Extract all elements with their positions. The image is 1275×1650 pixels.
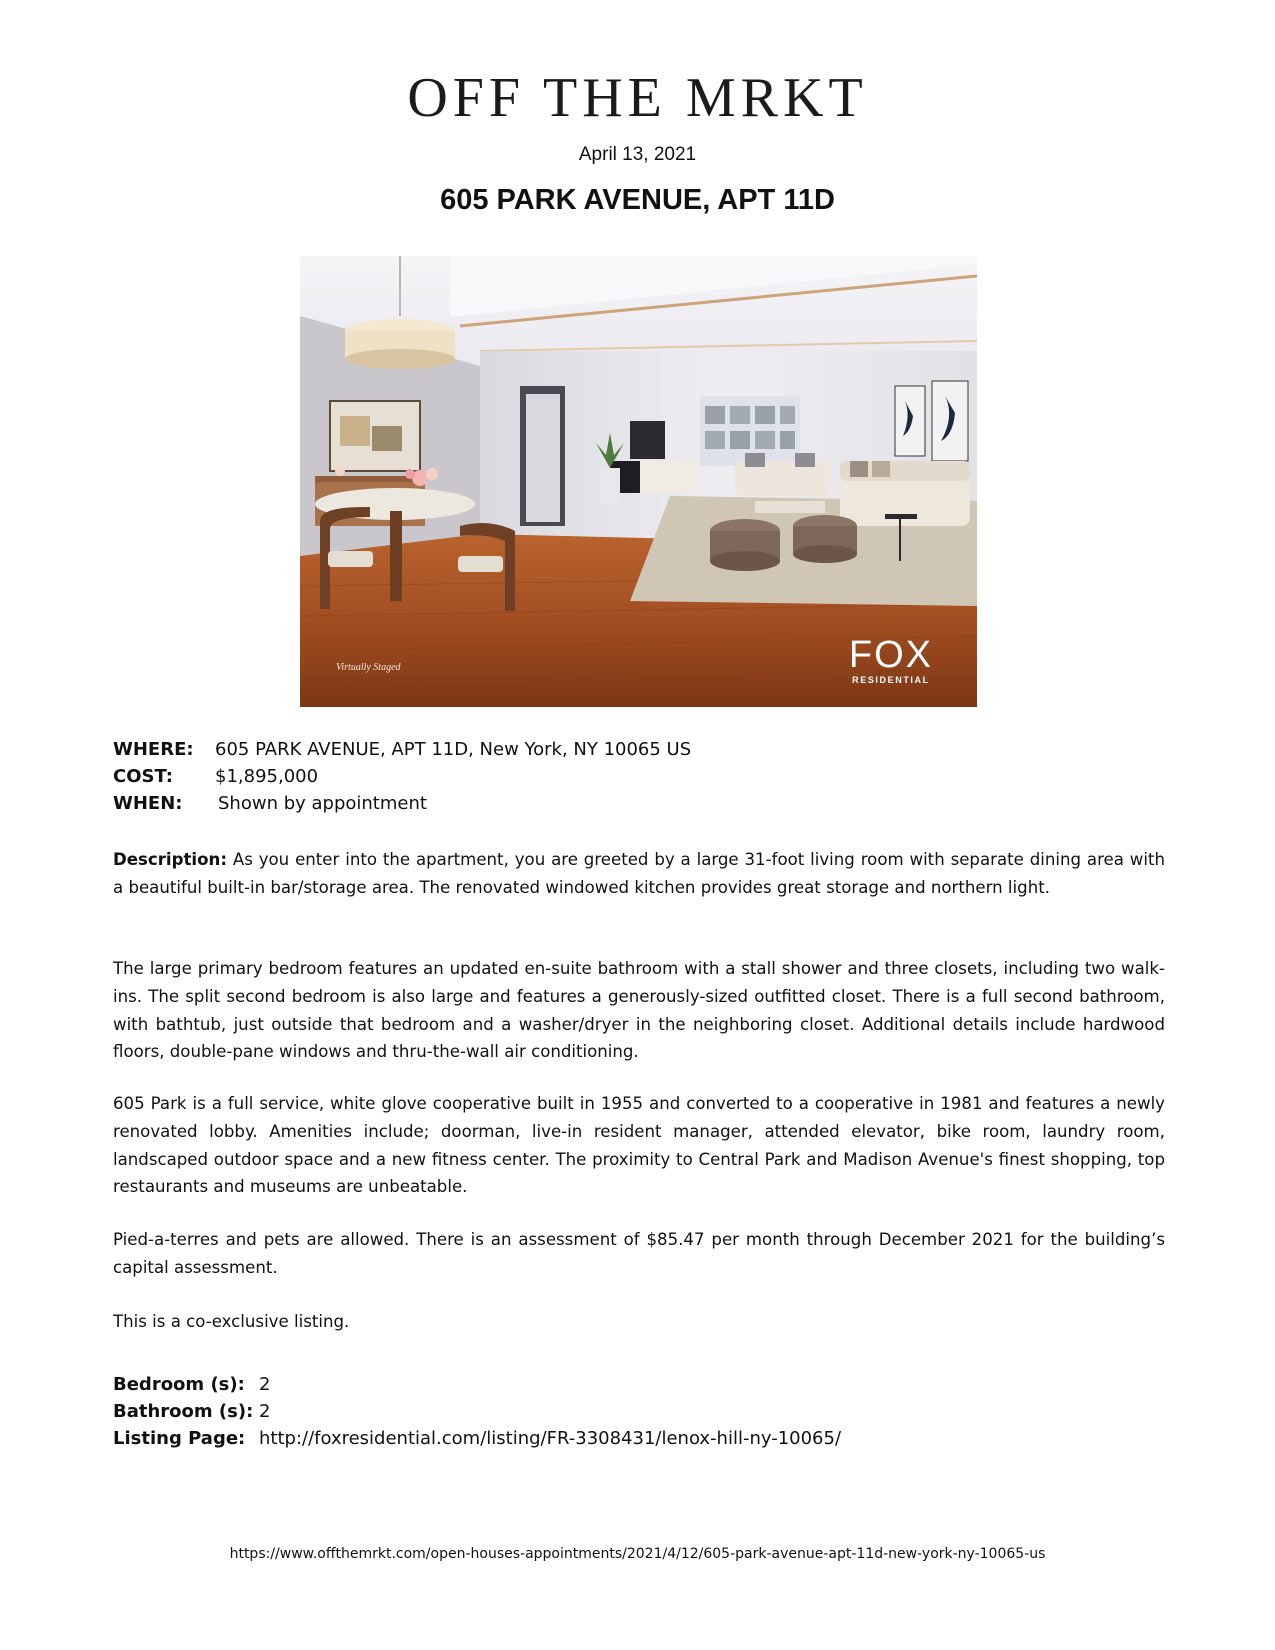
cost-label: COST:	[113, 766, 173, 787]
listing-specs	[113, 1371, 841, 1452]
when-value: Shown by appointment	[218, 793, 427, 814]
description-paragraph-3: 605 Park is a full service, white glove cooperative built in 1955 and converted to a cooperative in 1981 and features a newly renovated lobby. Amenities include; doorman, live-in resident manager, attended elevator, bike room, laundry room, landscaped outdoor space and a new fitness center. The proximity to Central Park and Madison Avenue's finest shopping, top restaurants and museums are unbeatable.	[113, 1094, 1165, 1197]
description-paragraph-5: This is a co-exclusive listing.	[113, 1312, 350, 1331]
listing-details	[113, 736, 691, 817]
description-paragraph-1	[113, 846, 1165, 902]
brand-wordmark: OFF THE MRKT	[407, 67, 868, 129]
description-label: Description:	[113, 850, 227, 869]
when-label: WHEN:	[113, 793, 183, 814]
fox-residential-logo	[849, 635, 933, 685]
photo-caption: Virtually Staged	[336, 662, 401, 673]
cost-row	[113, 763, 691, 790]
bathrooms-row	[113, 1398, 841, 1425]
bathrooms-label: Bathroom (s):	[113, 1401, 254, 1422]
logo-sub-text: RESIDENTIAL	[852, 675, 930, 685]
bathrooms-value: 2	[259, 1401, 271, 1422]
footer-source-url[interactable]: https://www.offthemrkt.com/open-houses-appointments/2021/4/12/605-park-avenue-apt-11d-new-york-ny-10065-us	[229, 1546, 1046, 1562]
bedrooms-label: Bedroom (s):	[113, 1374, 245, 1395]
listing-photo	[300, 256, 977, 707]
listing-page-row	[113, 1425, 841, 1452]
listing-page-label: Listing Page:	[113, 1428, 246, 1449]
logo-main-text: FOX	[848, 634, 933, 676]
when-row	[113, 790, 691, 817]
description-paragraph-2: The large primary bedroom features an updated en-suite bathroom with a stall shower and three closets, including two walk-ins. The split second bedroom is also large and features a generously-sized outfitted closet. There is a full second bathroom, with bathtub, just outside that bedroom and a washer/dryer in the neighboring closet. Additional details include hardwood floors, double-pane windows and thru-the-wall air conditioning.	[113, 959, 1165, 1062]
publish-date: April 13, 2021	[578, 144, 697, 165]
where-label: WHERE:	[113, 739, 194, 760]
page-title: 605 PARK AVENUE, APT 11D	[440, 184, 835, 216]
cost-value: $1,895,000	[215, 766, 319, 787]
listing-page-link[interactable]: http://foxresidential.com/listing/FR-3308431/lenox-hill-ny-10065/	[259, 1428, 842, 1449]
bedrooms-value: 2	[259, 1374, 271, 1395]
description-p1-text: As you enter into the apartment, you are greeted by a large 31-foot living room with separate dining area with a beautiful built-in bar/storage area. The renovated windowed kitchen provides great storage and northern light.	[113, 850, 1165, 897]
bedrooms-row	[113, 1371, 841, 1398]
where-row	[113, 736, 691, 763]
description-paragraph-4: Pied-a-terres and pets are allowed. There is an assessment of $85.47 per month through December 2021 for the building’s capital assessment.	[113, 1230, 1165, 1277]
where-value: 605 PARK AVENUE, APT 11D, New York, NY 10065 US	[215, 739, 692, 760]
